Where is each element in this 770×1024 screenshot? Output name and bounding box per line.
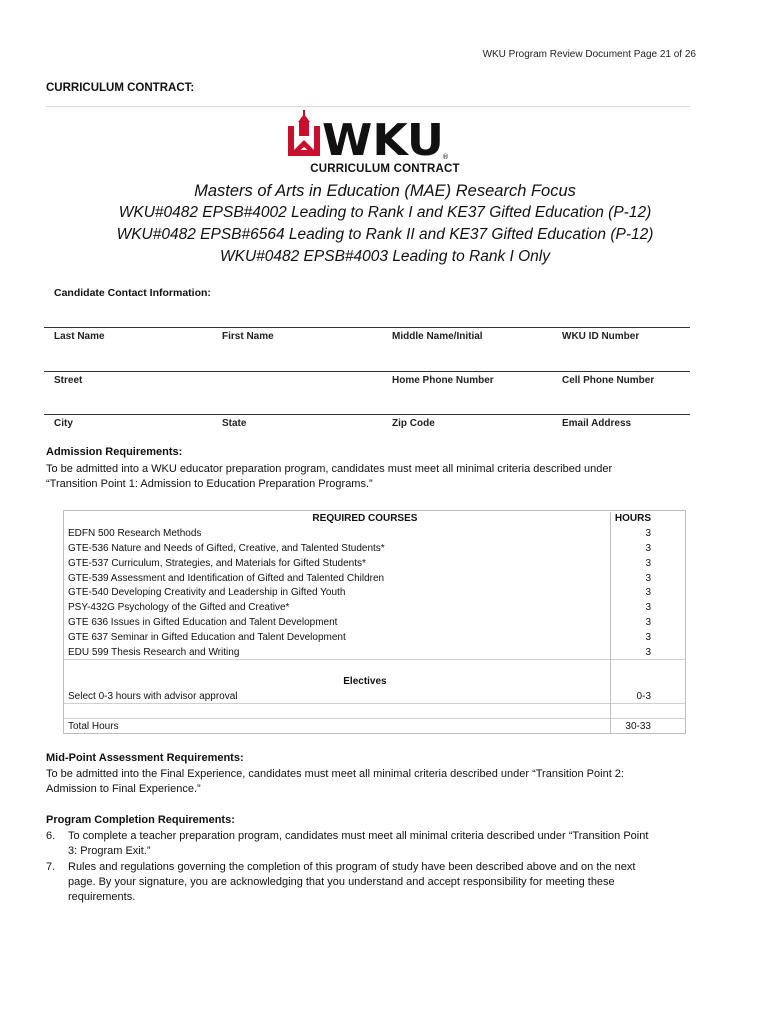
first-name-field[interactable]: First Name [222, 331, 274, 342]
list-item [46, 829, 656, 859]
hours-header: HOURS [610, 512, 685, 527]
courses-header-row [64, 512, 685, 527]
program-code-2: WKU#0482 EPSB#6564 Leading to Rank II and KE37 Gifted Education (P-12) [116, 226, 654, 243]
contact-row-line-2 [44, 371, 690, 372]
admission-title: Admission Requirements: [46, 446, 183, 458]
course-name: EDU 599 Thesis Research and Writing [64, 645, 610, 660]
contact-info-label: Candidate Contact Information: [54, 287, 211, 299]
table-row [64, 689, 685, 704]
course-hours: 3 [610, 645, 685, 660]
registered-mark: ® [442, 153, 449, 160]
cell-phone-field[interactable]: Cell Phone Number [562, 375, 655, 386]
midpoint-text: To be admitted into the Final Experience, candidates must meet all minimal criteria described under “Transition Point 2: Admission to Final Experience.” [46, 768, 624, 795]
completion-title: Program Completion Requirements: [46, 814, 235, 826]
course-name: GTE 636 Issues in Gifted Education and Talent Development [64, 615, 610, 630]
total-row [64, 719, 685, 734]
list-text: Rules and regulations governing the completion of this program of study have been described above and on the next page. By your signature, you are acknowledging that you understand and accept responsibility for meeting these requirements. [68, 861, 636, 903]
course-hours: 3 [610, 556, 685, 571]
electives-header-row [64, 674, 685, 689]
section-heading: CURRICULUM CONTRACT: [46, 82, 195, 94]
course-name: EDFN 500 Research Methods [64, 526, 610, 541]
divider [46, 106, 690, 107]
table-row [64, 526, 685, 541]
contract-label: CURRICULUM CONTRACT [310, 163, 460, 175]
electives-text: Select 0-3 hours with advisor approval [64, 689, 610, 704]
list-number: 6. [46, 830, 56, 842]
course-name: GTE-539 Assessment and Identification of Gifted and Talented Children [64, 571, 610, 586]
program-title: Masters of Arts in Education (MAE) Research Focus [194, 182, 576, 200]
total-hours: 30-33 [610, 719, 685, 734]
spacer-row [64, 704, 685, 719]
list-text: To complete a teacher preparation program, candidates must meet all minimal criteria described under “Transition Point 3: Program Exit.” [68, 830, 649, 857]
state-field[interactable]: State [222, 418, 247, 429]
wku-id-field[interactable]: WKU ID Number [562, 331, 640, 342]
table-row [64, 571, 685, 586]
wku-logo [286, 110, 452, 160]
course-name: GTE-536 Nature and Needs of Gifted, Creative, and Talented Students* [64, 541, 610, 556]
midpoint-title: Mid-Point Assessment Requirements: [46, 752, 244, 764]
course-name: GTE-537 Curriculum, Strategies, and Materials for Gifted Students* [64, 556, 610, 571]
table-row [64, 585, 685, 600]
table-row [64, 645, 685, 660]
email-field[interactable]: Email Address [562, 418, 632, 429]
course-hours: 3 [610, 585, 685, 600]
table-row [64, 541, 685, 556]
list-number: 7. [46, 861, 56, 873]
program-code-1: WKU#0482 EPSB#4002 Leading to Rank I and KE37 Gifted Education (P-12) [118, 204, 652, 221]
course-name: PSY-432G Psychology of the Gifted and Creative* [64, 600, 610, 615]
list-item [46, 860, 656, 905]
middle-name-field[interactable]: Middle Name/Initial [392, 331, 483, 342]
table-row [64, 600, 685, 615]
page-reference: WKU Program Review Document Page 21 of 26 [482, 49, 696, 60]
required-courses-header: REQUIRED COURSES [64, 512, 610, 527]
admission-text: To be admitted into a WKU educator preparation program, candidates must meet all minimal criteria described under “Transition Point 1: Admission to Education Preparation Programs.” [46, 463, 613, 490]
street-field[interactable]: Street [54, 375, 83, 386]
course-hours: 3 [610, 600, 685, 615]
logo-wordmark: WKU [322, 115, 444, 160]
last-name-field[interactable]: Last Name [54, 331, 105, 342]
electives-label: Electives [64, 674, 610, 689]
course-hours: 3 [610, 526, 685, 541]
zip-code-field[interactable]: Zip Code [392, 418, 435, 429]
course-hours: 3 [610, 541, 685, 556]
total-label: Total Hours [64, 719, 610, 734]
table-row [64, 630, 685, 645]
table-row [64, 556, 685, 571]
electives-hours: 0-3 [610, 689, 685, 704]
program-titles [0, 180, 770, 268]
course-name: GTE 637 Seminar in Gifted Education and Talent Development [64, 630, 610, 645]
home-phone-field[interactable]: Home Phone Number [392, 375, 494, 386]
contact-row-line-1 [44, 327, 690, 328]
program-code-3: WKU#0482 EPSB#4003 Leading to Rank I Only [219, 248, 550, 265]
course-hours: 3 [610, 615, 685, 630]
city-field[interactable]: City [54, 418, 73, 429]
course-hours: 3 [610, 571, 685, 586]
spacer-row [64, 659, 685, 674]
course-name: GTE-540 Developing Creativity and Leadership in Gifted Youth [64, 585, 610, 600]
course-hours: 3 [610, 630, 685, 645]
completion-list [46, 829, 656, 906]
contact-row-line-3 [44, 414, 690, 415]
courses-table [63, 510, 686, 734]
table-row [64, 615, 685, 630]
